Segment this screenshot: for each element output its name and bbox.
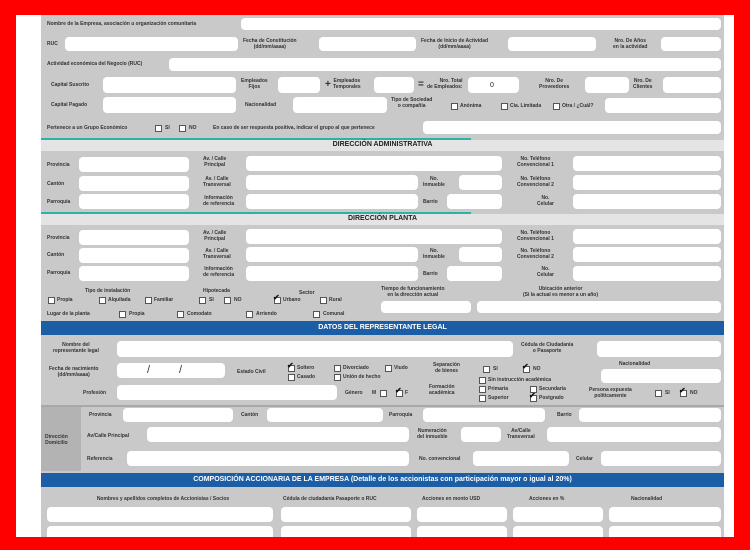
- nro-proveedores-label: Nro. De Proveedores: [539, 78, 570, 90]
- ubicacion-anterior-field[interactable]: [477, 301, 721, 313]
- domicilio-referencia-field[interactable]: [127, 451, 409, 466]
- lugar-propia-checkbox[interactable]: [119, 311, 126, 318]
- admin-info-ref-label: Información de referencia: [203, 195, 235, 207]
- separacion-bienes-label: Separación de bienes: [433, 362, 460, 374]
- admin-provincia-field[interactable]: [79, 157, 189, 172]
- plus-sign: +: [325, 79, 331, 90]
- domicilio-convencional-label: No. convencional: [419, 456, 461, 462]
- capital-pagado-label: Capital Pagado: [51, 102, 88, 108]
- pep-label: Persona expuesta políticamente: [589, 387, 632, 399]
- admin-parroquia-label: Parroquia: [47, 199, 71, 205]
- sector-label: Sector: [299, 290, 315, 296]
- admin-canton-field[interactable]: [79, 176, 189, 191]
- pep-si-label: SI: [665, 390, 670, 396]
- fecha-separator: /: [147, 364, 151, 376]
- tiempo-funcionamiento-field[interactable]: [381, 301, 471, 313]
- representante-cedula-field[interactable]: [597, 341, 721, 357]
- registration-form: [41, 15, 724, 537]
- col-porcentaje-header: Acciones en %: [529, 496, 565, 502]
- domicilio-parroquia-label: Parroquia: [389, 412, 413, 418]
- instalacion-alquilada-checkbox[interactable]: [99, 297, 106, 304]
- domicilio-canton-field[interactable]: [267, 408, 383, 422]
- dir-planta-title: DIRECCIÓN PLANTA: [41, 214, 724, 225]
- admin-barrio-field[interactable]: [447, 194, 502, 209]
- planta-no-inmueble-label: No. Inmueble: [423, 248, 445, 260]
- planta-av-transversal-label: Av. / Calle Transversal: [203, 248, 231, 260]
- nro-proveedores-field[interactable]: [585, 77, 629, 93]
- sector-rural-label: Rural: [329, 297, 342, 303]
- representante-cedula-label: Cédula de Ciudadanía o Pasaporte: [521, 342, 574, 354]
- instalacion-propia-label: Propia: [57, 297, 73, 303]
- admin-tel2-label: No. Teléfono Convencional 2: [517, 176, 554, 188]
- planta-tel2-label: No. Teléfono Convencional 2: [517, 248, 554, 260]
- domicilio-av-principal-field[interactable]: [147, 427, 409, 442]
- fecha-nacimiento-field[interactable]: [117, 363, 225, 378]
- fecha-constitucion-field[interactable]: [319, 37, 416, 51]
- grupo-no-label: NO: [189, 125, 197, 131]
- page-frame: [16, 15, 734, 537]
- planta-tel2-field[interactable]: [573, 247, 721, 262]
- lugar-arriendo-checkbox[interactable]: [246, 311, 253, 318]
- col-nombres-header: Nombres y apellidos completos de Accionistas / Socios: [96, 496, 230, 502]
- hipotecada-no-checkbox[interactable]: [224, 297, 231, 304]
- domicilio-parroquia-field[interactable]: [423, 408, 545, 422]
- col-nacionalidad-header: Nacionalidad: [631, 496, 663, 502]
- separacion-no-checkmark: ✔: [522, 362, 529, 371]
- hipotecada-si-checkbox[interactable]: [199, 297, 206, 304]
- ruc-label: RUC: [47, 41, 58, 47]
- representante-nombre-field[interactable]: [117, 341, 513, 357]
- pep-no-label: NO: [690, 390, 698, 396]
- viudo-label: Viudo: [394, 365, 408, 371]
- empresa-nombre-field[interactable]: [241, 18, 721, 30]
- domicilio-canton-label: Cantón: [241, 412, 259, 418]
- col-cedula-header: Cédula de ciudadanía Pasaporte o RUC: [283, 496, 377, 502]
- anonima-label: Anónima: [460, 103, 482, 109]
- instalacion-propia-checkbox[interactable]: [48, 297, 55, 304]
- pep-si-checkbox[interactable]: [655, 390, 662, 397]
- grupo-nota-label: En caso de ser respuesta positiva, indicar el grupo al que pertenece: [213, 125, 375, 131]
- empleados-fijos-label: Empleados Fijos: [241, 78, 268, 90]
- domicilio-label: Dirección Domicilio: [45, 434, 68, 446]
- grupo-no-checkbox[interactable]: [179, 125, 186, 132]
- lugar-arriendo-label: Arriendo: [256, 311, 277, 317]
- cia-limitada-checkbox[interactable]: [501, 103, 508, 110]
- fecha-inicio-field[interactable]: [508, 37, 596, 51]
- grupo-si-label: SI: [165, 125, 170, 131]
- planta-av-principal-field[interactable]: [246, 229, 502, 244]
- divorciado-checkbox[interactable]: [334, 365, 341, 372]
- casado-label: Casado: [297, 374, 316, 380]
- admin-tel1-field[interactable]: [573, 156, 721, 171]
- pep-no-checkmark: ✔: [679, 386, 686, 395]
- viudo-checkbox[interactable]: [385, 365, 392, 372]
- empleados-temporales-label: Empleados Temporales: [333, 78, 361, 90]
- planta-celular-label: No. Celular: [537, 266, 554, 278]
- col-monto-header: Acciones en monto USD: [422, 496, 481, 502]
- formacion-label: Formación académica: [429, 384, 455, 396]
- postgrado-checkmark: ✔: [529, 391, 536, 400]
- lugar-propia-label: Propia: [129, 311, 145, 317]
- separacion-no-label: NO: [533, 366, 541, 372]
- tiempo-funcionamiento-label: Tiempo de funcionamiento en la dirección actual: [381, 286, 445, 298]
- capital-pagado-field[interactable]: [103, 97, 236, 113]
- domicilio-av-principal-label: Av/Calle Principal: [87, 433, 130, 439]
- sector-rural-checkbox[interactable]: [320, 297, 327, 304]
- otra-field[interactable]: [605, 98, 721, 113]
- admin-parroquia-field[interactable]: [79, 194, 189, 209]
- accionista-monto-field[interactable]: [417, 526, 507, 537]
- representante-title: DATOS DEL REPRESENTANTE LEGAL: [41, 321, 724, 335]
- lugar-comunal-label: Comunal: [323, 311, 345, 317]
- otra-checkbox[interactable]: [553, 103, 560, 110]
- otra-label: Otra / ¿Cuál?: [562, 103, 594, 109]
- planta-av-transversal-field[interactable]: [246, 247, 418, 262]
- instalacion-familiar-label: Familiar: [154, 297, 174, 303]
- planta-barrio-field[interactable]: [447, 266, 502, 281]
- divorciado-label: Divorciado: [343, 365, 369, 371]
- accionista-cedula-field[interactable]: [281, 526, 411, 537]
- capital-suscrito-label: Capital Suscrito: [51, 82, 90, 88]
- admin-canton-label: Cantón: [47, 181, 65, 187]
- superior-checkbox[interactable]: [479, 395, 486, 402]
- admin-tel1-label: No. Teléfono Convencional 1: [517, 156, 554, 168]
- admin-av-principal-field[interactable]: [246, 156, 502, 171]
- actividad-label: Actividad económica del Negocio (RUC): [47, 61, 143, 67]
- accionista-cedula-field[interactable]: [281, 507, 411, 522]
- genero-label: Género: [345, 390, 363, 396]
- domicilio-provincia-label: Provincia: [89, 412, 112, 418]
- grupo-si-checkbox[interactable]: [155, 125, 162, 132]
- lugar-comodato-checkbox[interactable]: [177, 311, 184, 318]
- accionista-monto-field[interactable]: [417, 507, 507, 522]
- hipotecada-no-label: NO: [234, 297, 242, 303]
- planta-no-inmueble-field[interactable]: [459, 247, 502, 262]
- soltero-label: Soltero: [297, 365, 315, 371]
- nro-total-label: Nro. Total de Empleados:: [427, 78, 463, 90]
- genero-m-label: M: [372, 390, 377, 396]
- admin-tel2-field[interactable]: [573, 175, 721, 190]
- domicilio-convencional-field[interactable]: [473, 451, 569, 466]
- admin-no-inmueble-field[interactable]: [459, 175, 502, 190]
- fecha-separator: /: [179, 364, 183, 376]
- section-divider: [41, 405, 724, 407]
- accionista-porcentaje-field[interactable]: [513, 507, 603, 522]
- separacion-si-checkbox[interactable]: [483, 366, 490, 373]
- nro-clientes-label: Nro. De Clientes: [633, 78, 653, 90]
- empleados-temporales-field[interactable]: [374, 77, 414, 93]
- domicilio-numeracion-field[interactable]: [461, 427, 501, 442]
- representante-nacionalidad-field[interactable]: [601, 369, 721, 383]
- fecha-inicio-label: Fecha de Inicio de Actividad (dd/mm/aaaa): [421, 38, 489, 50]
- admin-provincia-label: Provincia: [47, 162, 70, 168]
- planta-barrio-label: Barrio: [423, 271, 438, 277]
- anonima-checkbox[interactable]: [451, 103, 458, 110]
- grupo-label: Pertenece a un Grupo Económico: [47, 125, 128, 131]
- sin-instruccion-label: Sin instrucción académica: [488, 377, 552, 383]
- planta-av-principal-label: Av. / Calle Principal: [203, 230, 227, 242]
- planta-parroquia-field[interactable]: [79, 266, 189, 281]
- nacionalidad-field[interactable]: [293, 97, 387, 113]
- tipo-sociedad-label: Tipo de Sociedad o compañía: [391, 97, 433, 109]
- nro-clientes-field[interactable]: [663, 77, 721, 93]
- accionista-nacionalidad-field[interactable]: [609, 507, 721, 522]
- fecha-nacimiento-label: Fecha de nacimiento (dd/mm/aaaa): [49, 366, 99, 378]
- domicilio-celular-field[interactable]: [601, 451, 721, 466]
- domicilio-referencia-label: Referencia: [87, 456, 113, 462]
- separacion-si-label: SI: [493, 366, 498, 372]
- hipotecada-si-label: SI: [209, 297, 214, 303]
- instalacion-alquilada-label: Alquilada: [108, 297, 131, 303]
- grupo-field[interactable]: [423, 121, 721, 134]
- planta-info-ref-label: Información de referencia: [203, 266, 235, 278]
- soltero-checkmark: ✔: [287, 361, 294, 370]
- planta-tel1-label: No. Teléfono Convencional 1: [517, 230, 554, 242]
- accionista-nacionalidad-field[interactable]: [609, 526, 721, 537]
- postgrado-label: Postgrado: [539, 395, 564, 401]
- domicilio-provincia-field[interactable]: [123, 408, 233, 422]
- domicilio-barrio-label: Barrio: [557, 412, 572, 418]
- fecha-constitucion-label: Fecha de Constitución (dd/mm/aaaa): [243, 38, 297, 50]
- primaria-label: Primaria: [488, 386, 509, 392]
- casado-checkbox[interactable]: [288, 374, 295, 381]
- admin-av-transversal-field[interactable]: [246, 175, 418, 190]
- planta-celular-field[interactable]: [573, 266, 721, 281]
- sector-urbano-checkmark: ✔: [273, 293, 280, 302]
- sin-instruccion-checkbox[interactable]: [479, 377, 486, 384]
- admin-no-inmueble-label: No. Inmueble: [423, 176, 445, 188]
- estado-civil-label: Estado Civil: [237, 369, 266, 375]
- domicilio-celular-label: Celular: [576, 456, 593, 462]
- genero-f-checkmark: ✔: [395, 386, 402, 395]
- ruc-field[interactable]: [65, 37, 238, 51]
- lugar-comunal-checkbox[interactable]: [313, 311, 320, 318]
- nacionalidad-label: Nacionalidad: [245, 102, 277, 108]
- accionista-nombre-field[interactable]: [47, 526, 273, 537]
- domicilio-numeracion-label: Numeración del inmueble: [417, 428, 448, 440]
- representante-nombre-label: Nombre del representante legal: [53, 342, 99, 354]
- planta-info-ref-field[interactable]: [246, 266, 418, 281]
- nro-anios-label: Nro. De Años en la actividad: [613, 38, 648, 50]
- planta-parroquia-label: Parroquia: [47, 270, 71, 276]
- genero-f-label: F: [405, 390, 409, 396]
- primaria-checkbox[interactable]: [479, 386, 486, 393]
- union-hecho-label: Unión de hecho: [343, 374, 381, 380]
- lugar-comodato-label: Comodato: [187, 311, 212, 317]
- cia-limitada-label: Cia. Limitada: [510, 103, 542, 109]
- capital-suscrito-field[interactable]: [103, 77, 236, 93]
- tipo-instalacion-label: Tipo de instalación: [85, 288, 131, 294]
- instalacion-familiar-checkbox[interactable]: [145, 297, 152, 304]
- domicilio-barrio-field[interactable]: [579, 408, 721, 422]
- empleados-fijos-field[interactable]: [278, 77, 320, 93]
- accionaria-title: COMPOSICIÓN ACCIONARIA DE LA EMPRESA (Detalle de los accionistas con participación mayor o igual al 20%): [41, 473, 724, 487]
- secundaria-label: Secundaria: [539, 386, 566, 392]
- planta-canton-label: Cantón: [47, 252, 65, 258]
- actividad-field[interactable]: [169, 58, 721, 71]
- accionista-porcentaje-field[interactable]: [513, 526, 603, 537]
- admin-info-ref-field[interactable]: [246, 194, 418, 209]
- genero-m-checkbox[interactable]: [380, 390, 387, 397]
- profesion-field[interactable]: [117, 385, 337, 400]
- equals-sign: =: [418, 79, 424, 90]
- planta-tel1-field[interactable]: [573, 229, 721, 244]
- planta-provincia-field[interactable]: [79, 230, 189, 245]
- superior-label: Superior: [488, 395, 509, 401]
- domicilio-av-transversal-label: Av/Calle Transversal: [507, 428, 535, 440]
- union-hecho-checkbox[interactable]: [334, 374, 341, 381]
- empresa-nombre-label: Nombre de la Empresa, asociación u organización comunitaria: [47, 21, 197, 27]
- ubicacion-anterior-label: Ubicación anterior (Si la actual es menor a un año): [523, 286, 599, 298]
- admin-celular-label: No. Celular: [537, 195, 554, 207]
- domicilio-av-transversal-field[interactable]: [547, 427, 721, 442]
- representante-nacionalidad-label: Nacionalidad: [619, 361, 651, 367]
- admin-celular-field[interactable]: [573, 194, 721, 209]
- admin-barrio-label: Barrio: [423, 199, 438, 205]
- admin-av-transversal-label: Av. / Calle Transversal: [203, 176, 231, 188]
- planta-provincia-label: Provincia: [47, 235, 70, 241]
- admin-av-principal-label: Av. / Calle Principal: [203, 156, 227, 168]
- sector-urbano-label: Urbano: [283, 297, 301, 303]
- profesion-label: Profesión: [83, 390, 107, 396]
- accionista-nombre-field[interactable]: [47, 507, 273, 522]
- planta-canton-field[interactable]: [79, 248, 189, 263]
- dir-admin-title: DIRECCIÓN ADMINISTRATIVA: [41, 140, 724, 151]
- hipotecada-label: Hipotecada: [203, 288, 230, 294]
- nro-anios-field[interactable]: [661, 37, 721, 51]
- lugar-planta-label: Lugar de la planta: [47, 311, 90, 317]
- nro-total-value: 0: [490, 82, 494, 89]
